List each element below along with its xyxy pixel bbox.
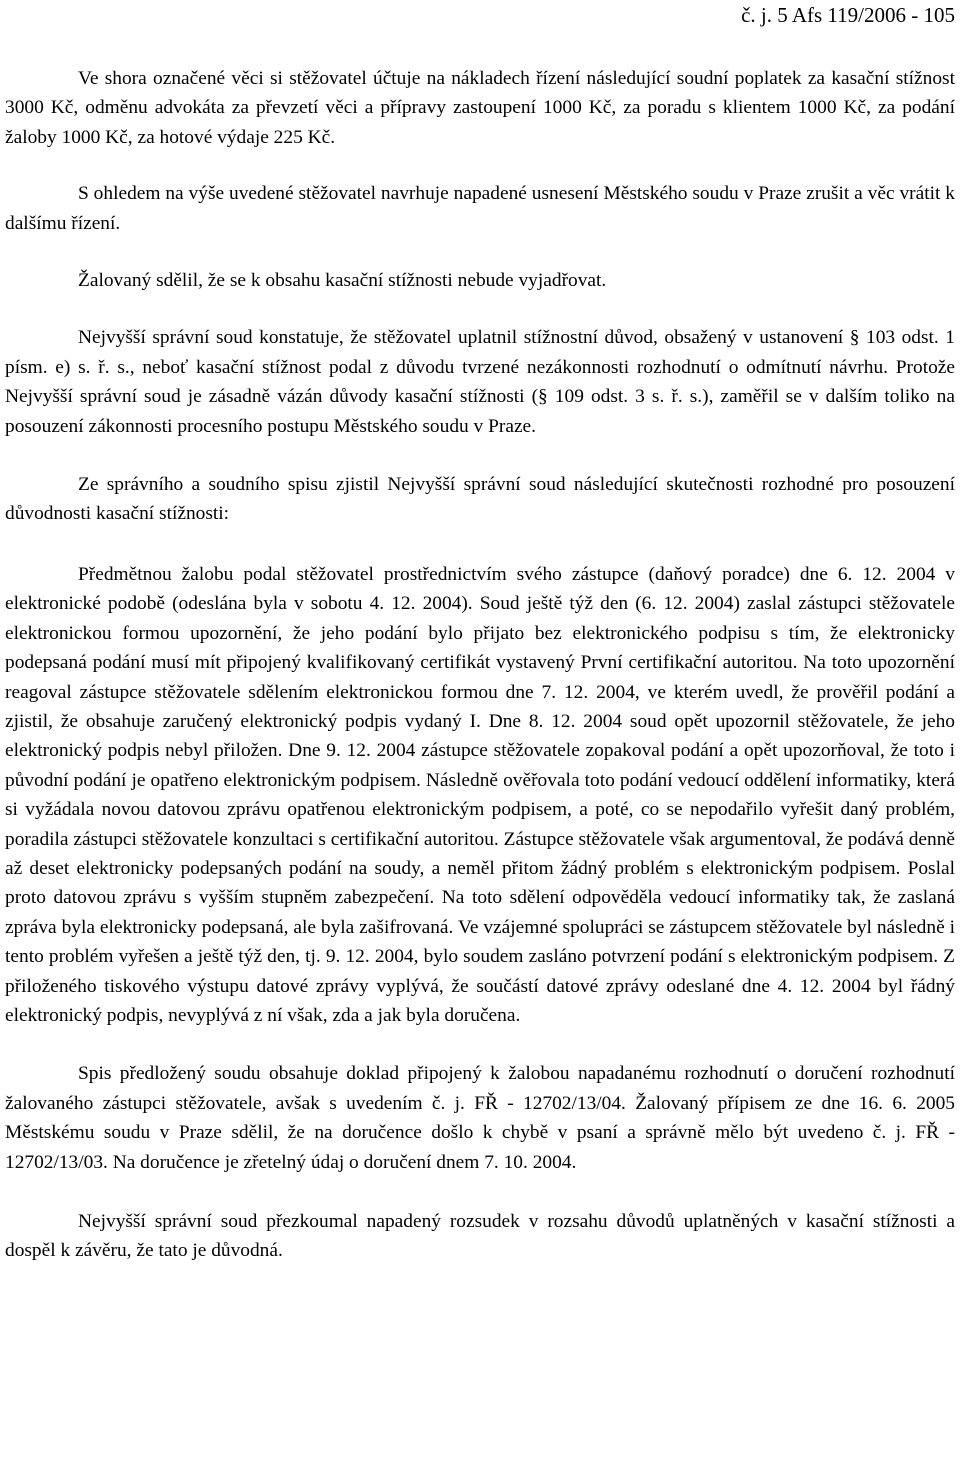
case-reference: č. j. 5 Afs 119/2006 - 105 <box>741 3 955 27</box>
paragraph-electronic-filing: Předmětnou žalobu podal stěžovatel prostřednictvím svého zástupce (daňový poradce) dne 6. 12. 2004 v elektronické podobě (odeslána byla v sobotu 4. 12. 2004). Soud ještě týž den (6. 12. 2004) zaslal zástupci stěžovatele elektronickou formou upozornění, že jeho podání bylo přijato bez elektronického podpisu s tím, že elektronicky podepsaná podání musí mít připojený kvalifikovaný certifikát vystavený První certifikační autoritou. Na toto upozornění reagoval zástupce stěžovatele sdělením elektronickou formou dne 7. 12. 2004, ve kterém uvedl, že prověřil podání a zjistil, že obsahuje zaručený elektronický podpis vydaný I. Dne 8. 12. 2004 soud opět upozornil stěžovatele, že jeho elektronický podpis nebyl přiložen. Dne 9. 12. 2004 zástupce stěžovatele zopakoval podání a opět upozorňoval, že toto i původní podání je opatřeno elektronickým podpisem. Následně ověřovala toto podání vedoucí oddělení informatiky, která si vyžádala novou datovou zprávu opatřenou elektronickým podpisem, a poté, co se nepodařilo vyřešit daný problém, poradila zástupci stěžovatele konzultaci s certifikační autoritou. Zástupce stěžovatele však argumentoval, že podává denně až deset elektronicky podepsaných podání na soudy, a neměl přitom žádný problém s elektronickým podpisem. Poslal proto datovou zprávu s vyšším stupněm zabezpečení. Na toto sdělení odpověděla vedoucí informatiky tak, že zaslaná zpráva byla elektronicky podepsaná, ale byla zašifrovaná. Ve vzájemné spolupráci se zástupcem stěžovatele byl následně i tento problém vyřešen a ještě týž den, tj. 9. 12. 2004, bylo soudem zasláno potvrzení podání s elektronickým podpisem. Z přiloženého tiskového výstupu datové zprávy vyplývá, že součástí datové zprávy odeslané dne 4. 12. 2004 byl řádný elektronický podpis, nevyplývá z ní však, zda a jak byla doručena. <box>5 563 955 1026</box>
paragraph-conclusion: Nejvyšší správní soud přezkoumal napadený rozsudek v rozsahu důvodů uplatněných v kasační stížnosti a dospěl k závěru, že tato je důvodná. <box>5 1211 955 1262</box>
paragraph-facts-intro: Ze správního a soudního spisu zjistil Nejvyšší správní soud následující skutečnosti rozhodné pro posouzení důvodnosti kasační stížnosti: <box>5 474 955 525</box>
document-page <box>5 0 955 1266</box>
paragraph-court-finding: Nejvyšší správní soud konstatuje, že stěžovatel uplatnil stížnostní důvod, obsažený v ustanovení § 103 odst. 1 písm. e) s. ř. s., neboť kasační stížnost podal z důvodu tvrzené nezákonnosti rozhodnutí o odmítnutí návrhu. Protože Nejvyšší správní soud je zásadně vázán důvody kasační stížnosti (§ 109 odst. 3 s. ř. s.), zaměřil se v dalším toliko na posouzení zákonnosti procesního postupu Městského soudu v Praze. <box>5 327 955 437</box>
paragraph-costs: Ve shora označené věci si stěžovatel účtuje na nákladech řízení následující soudní poplatek za kasační stížnost 3000 Kč, odměnu advokáta za převzetí věci a přípravy zastoupení 1000 Kč, za poradu s klientem 1000 Kč, za podání žaloby 1000 Kč, za hotové výdaje 225 Kč. <box>5 68 955 148</box>
paragraph-delivery-record: Spis předložený soudu obsahuje doklad připojený k žalobou napadanému rozhodnutí o doručení rozhodnutí žalovaného zástupci stěžovatele, avšak s uvedením č. j. FŘ - 12702/13/04. Žalovaný přípisem ze dne 16. 6. 2005 Městskému soudu v Praze sdělil, že na doručence došlo k chybě v psaní a správně mělo být uvedeno č. j. FŘ - 12702/13/03. Na doručence je zřetelný údaj o doručení dnem 7. 10. 2004. <box>5 1063 955 1173</box>
paragraph-proposal: S ohledem na výše uvedené stěžovatel navrhuje napadené usnesení Městského soudu v Praze zrušit a věc vrátit k dalšímu řízení. <box>5 183 955 234</box>
paragraph-defendant-statement: Žalovaný sdělil, že se k obsahu kasační stížnosti nebude vyjadřovat. <box>78 270 607 292</box>
